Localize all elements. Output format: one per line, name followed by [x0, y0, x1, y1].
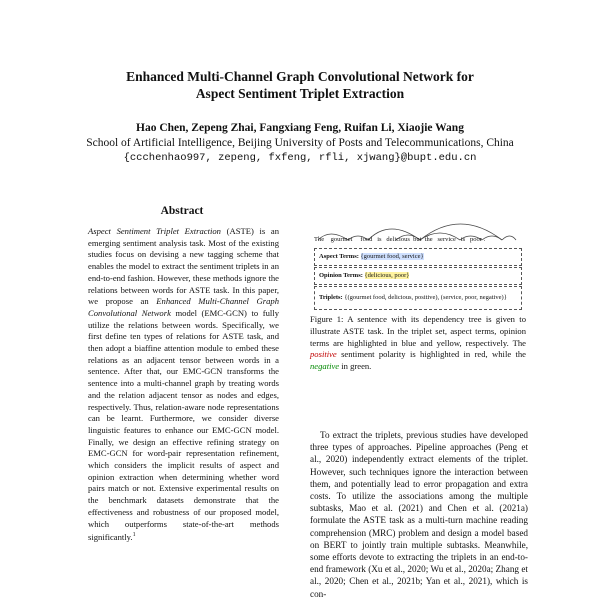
intro-paragraph [310, 429, 528, 600]
aspect-label: Aspect Terms: [319, 253, 359, 260]
word-8: service [437, 236, 456, 243]
title-line-1: Enhanced Multi-Channel Graph Convolutional Network for [126, 69, 474, 84]
caption-prefix: Figure 1: A sentence with its dependency tree is given to illustrate ASTE task. In the triplet set, aspect terms, opinion terms are highlighted in blue and yellow, respectively. The [310, 314, 526, 348]
abstract-italic-term: Aspect Sentiment Triplet Extraction [88, 226, 221, 236]
figure-1 [310, 210, 524, 312]
caption-negative: negative [310, 361, 340, 372]
abstract-text-1: (ASTE) is an emerging sentiment analysis task. Most of the existing studies focus on devising a new tagging scheme that enables the model to extract the sentiment triplets in an end-to-end fashion. However, these methods ignore the relations between words for ASTE task. In this paper, we propose an [88, 226, 279, 307]
caption-positive: positive [310, 349, 337, 360]
figure-1-caption [310, 314, 526, 373]
title-line-2: Aspect Sentiment Triplet Extraction [195, 86, 405, 101]
triplet-label: Triplets: [319, 294, 343, 301]
triplets-box [314, 286, 522, 310]
word-11: . [483, 236, 486, 243]
abstract-text-2: model (EMC-GCN) to fully utilize the relations between words. Specifically, we first define ten types of relations for ASTE task, and then adopt a biaffine attention module to embed these relations as an adjacent tensor between words in a sentence. After that, our EMC-GCN transforms the sentence into a multi-channel graph by treating words and the relation adjacent tensor as nodes and edges, respectively. Thus, relation-aware node representations can be learnt. Furthermore, we consider diverse linguistic features to enhance our EMC-GCN model. Finally, we design an effective refining strategy on EMC-GCN for word-pair representation refinement, which considers the implicit results of aspect and opinion extraction when determining whether word pairs match or not. Extensive experimental results on the benchmark datasets demonstrate that the effectiveness and robustness of our proposed model, which outperforms state-of-the-art methods significantly. [88, 307, 279, 543]
caption-mid: sentiment polarity is highlighted in red, while the [336, 349, 526, 360]
intro-text: To extract the triplets, previous studies have developed three types of approaches. Pipeline approaches (Peng et al., 2020) independently extract elements of the triplet. However, such techniques ignore the interaction between them, and potentially lead to error propagation and extra costs. To utilize the associations among the multiple subtasks, Mao et al. (2021) and Chen et al. (2021a) formulate the ASTE task as a multi-turn machine reading comprehension (MRC) problem and design a model based on BERT to jointly train multiple subtasks. Meanwhile, some efforts devote to extracting the triplets in an end-to-end framework (Xu et al., 2020; Wu et al., 2020a; Zhang et al., 2020; Chen et al., 2021b; Yan et al., 2021), which is con- [310, 430, 528, 599]
word-4: is [377, 236, 382, 243]
footnote-mark: 1 [132, 532, 136, 539]
word-2: gourmet [330, 236, 353, 243]
word-6: but [413, 236, 422, 243]
caption-end: in green. [339, 361, 372, 372]
aspect-values: {gourmet food, service} [360, 253, 424, 260]
opinion-values: {delicious, poor} [364, 272, 410, 279]
affiliation: School of Artificial Intelligence, Beijing University of Posts and Telecommunications, China [86, 137, 514, 149]
abstract-italic-model: Enhanced Multi-Channel Graph Convolutional Network [88, 296, 279, 318]
word-5: delicious [386, 236, 410, 243]
word-3: food [360, 236, 373, 243]
triplet-values: {(gourmet food, delicious, positive), (service, poor, negative)} [344, 294, 507, 301]
word-9: is [460, 236, 466, 243]
paper-title [40, 68, 560, 102]
word-7: the [424, 236, 433, 243]
abstract-body [88, 226, 279, 544]
author-list: Hao Chen, Zepeng Zhai, Fangxiang Feng, Ruifan Li, Xiaojie Wang [136, 122, 464, 134]
aspect-terms-box [314, 248, 522, 266]
word-1: The [314, 236, 325, 243]
author-emails: {ccchenhao997, zepeng, fxfeng, rfli, xjwang}@bupt.edu.cn [123, 152, 477, 164]
dependency-tree-arcs [310, 210, 524, 250]
opinion-terms-box [314, 267, 522, 285]
opinion-label: Opinion Terms: [319, 272, 363, 279]
abstract-heading: Abstract [160, 205, 204, 217]
dependency-sentence [314, 236, 485, 243]
word-10: poor [470, 236, 482, 243]
